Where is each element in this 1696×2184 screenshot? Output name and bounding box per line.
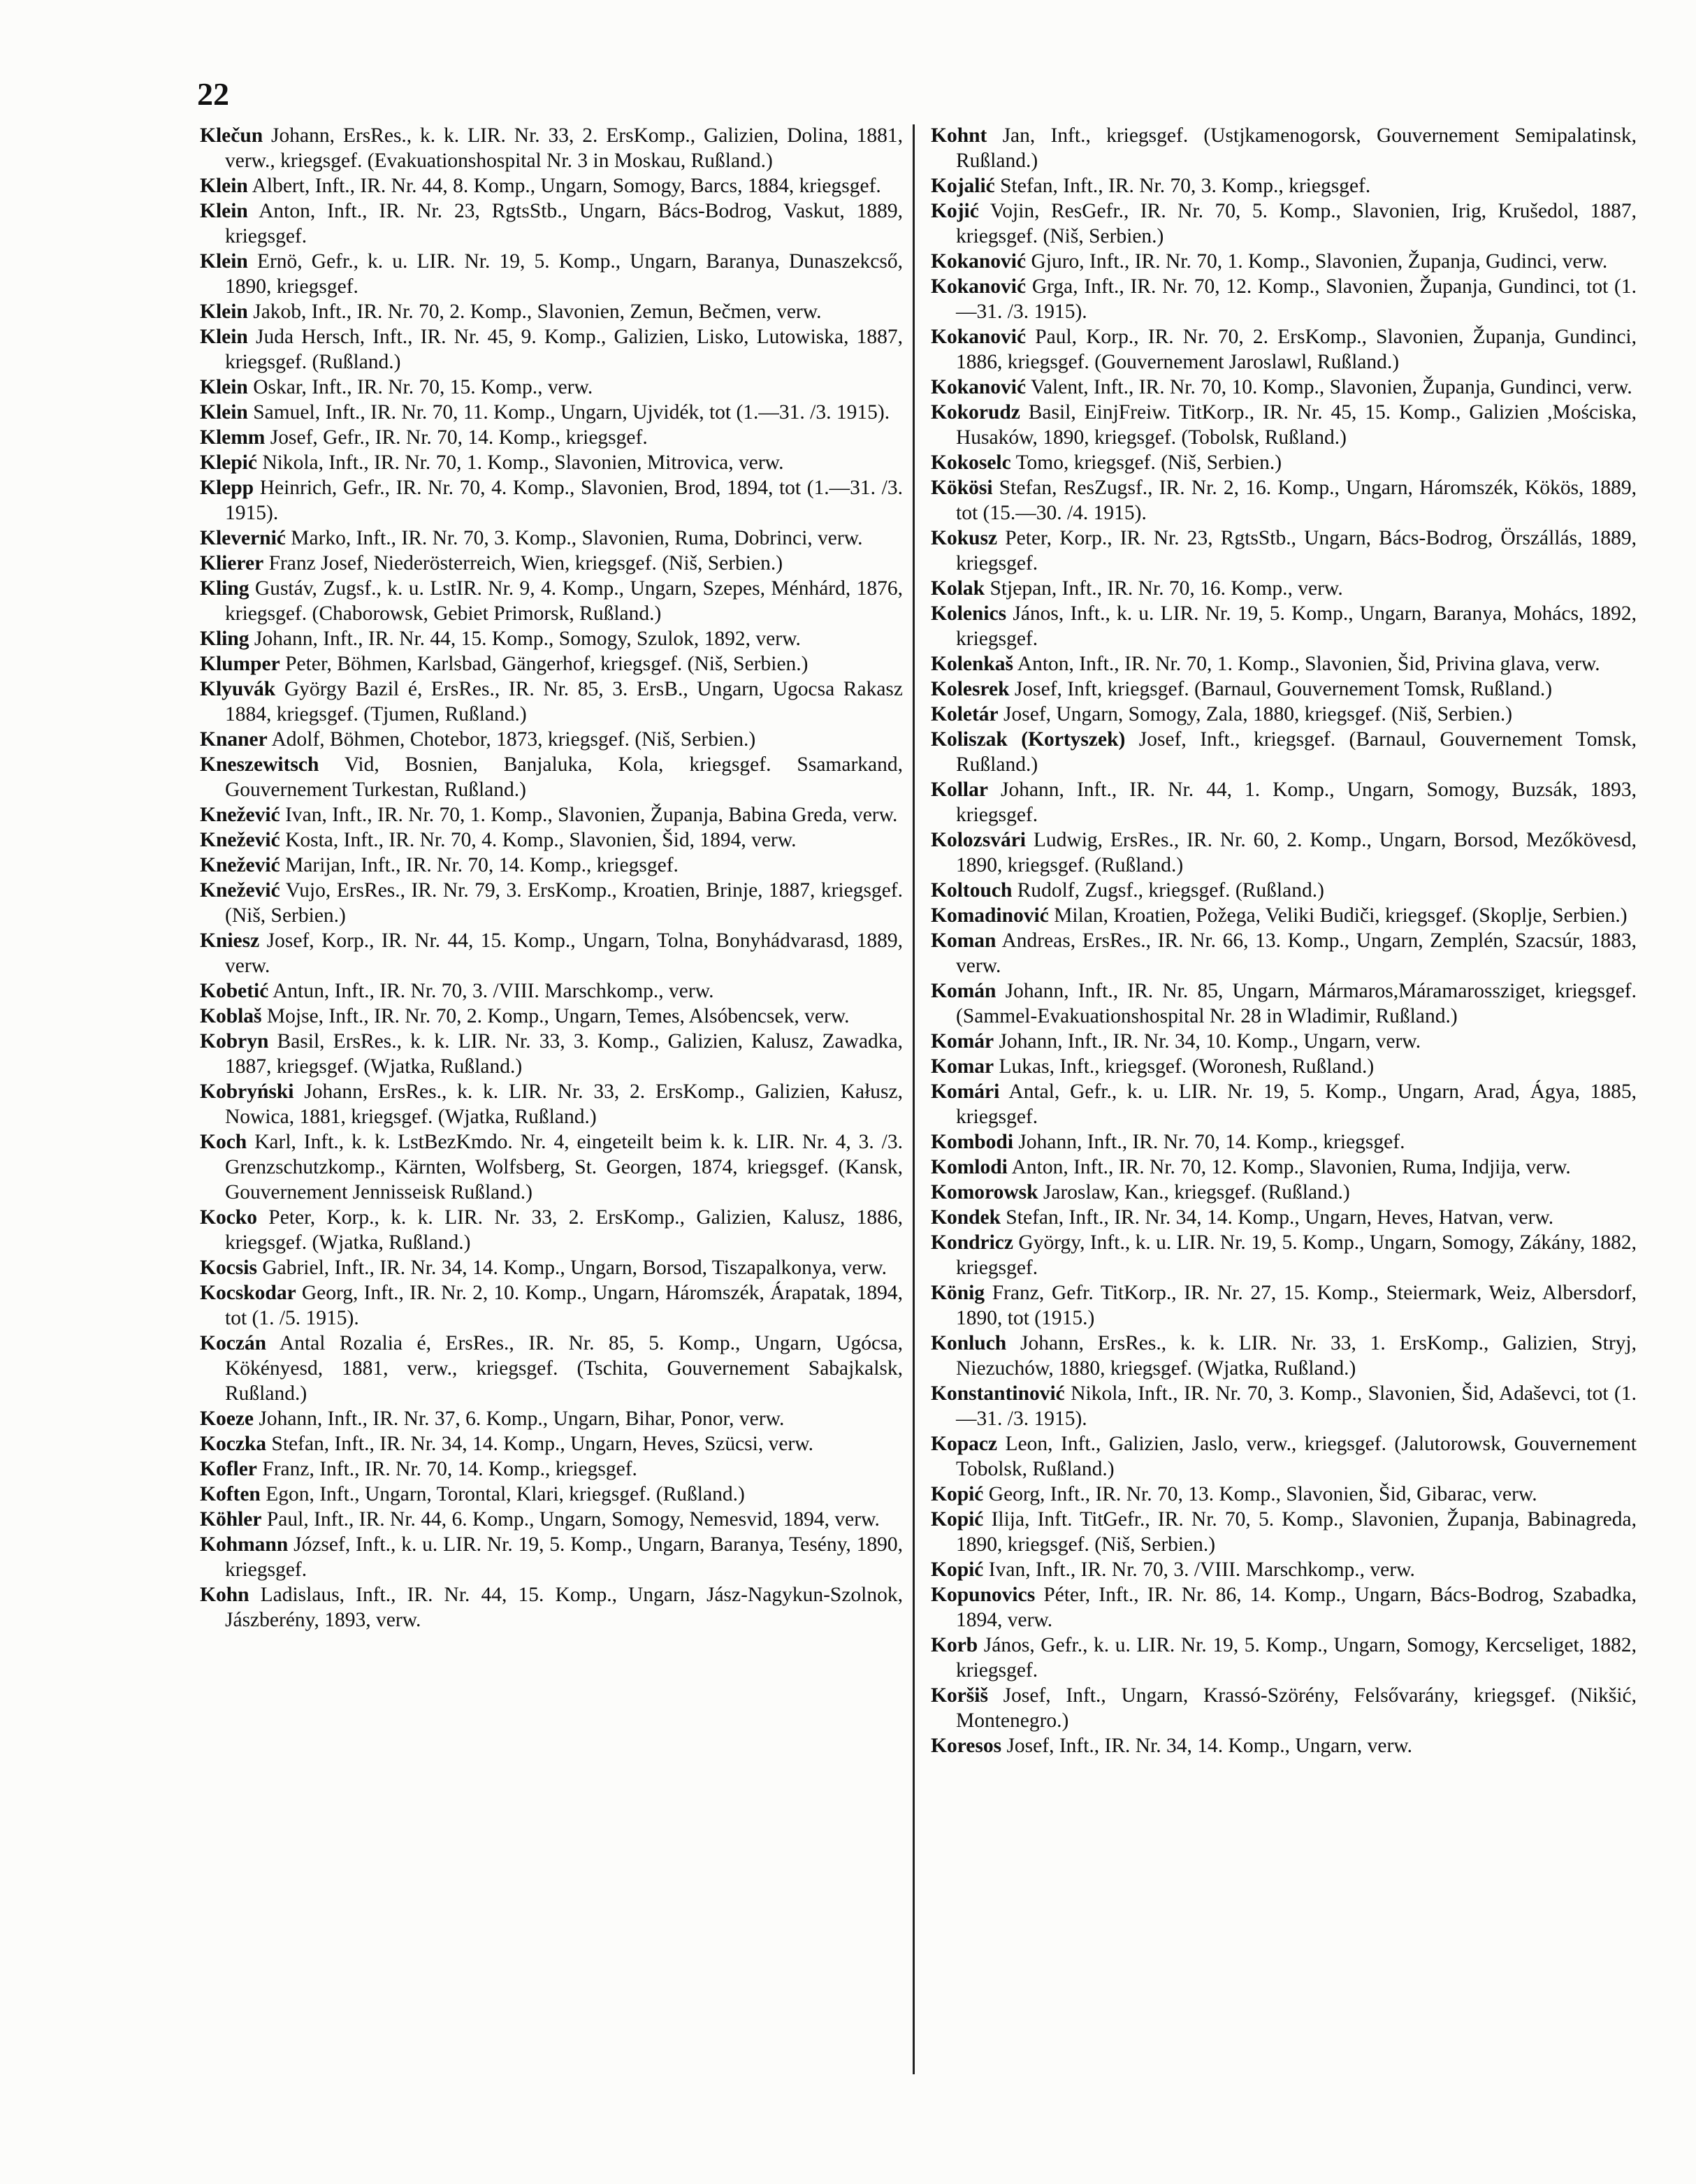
entry-surname: Kohmann [200,1533,289,1556]
register-entry [931,928,1637,978]
entry-surname: Klyuvák [200,678,276,700]
entry-surname: Kocko [200,1206,257,1229]
entry-details: Andreas, ErsRes., IR. Nr. 66, 13. Komp., Ungarn, Zemplén, Szacsúr, 1883, verw. [956,930,1637,977]
entry-details: Josef, Inft, kriegsgef. (Barnaul, Gouvernement Tomsk, Rußland.) [1014,678,1553,700]
register-entry [200,1532,903,1582]
entry-surname: Kökösi [931,477,993,499]
entry-surname: Klein [200,301,248,323]
register-entry [931,1205,1637,1230]
entry-details: Antal, Gefr., k. u. LIR. Nr. 19, 5. Komp., Ungarn, Arad, Ágya, 1885, kriegsgef. [956,1080,1637,1128]
entry-details: Johann, ErsRes., k. k. LIR. Nr. 33, 2. ErsKomp., Galizien, Kałusz, Nowica, 1881, kriegsgef. (Wjatka, Rußland.) [225,1080,903,1128]
entry-details: Ilija, Inft. TitGefr., IR. Nr. 70, 5. Komp., Slavonien, Županja, Babinagreda, 1890, kriegsgef. (Niš, Serbien.) [956,1508,1637,1556]
entry-surname: Kondek [931,1206,1001,1229]
entry-surname: Kokorudz [931,401,1020,424]
entry-surname: Kondricz [931,1231,1013,1254]
register-entry [931,1733,1637,1758]
entry-surname: Klein [200,326,248,348]
page-number: 22 [197,76,229,112]
register-entry [931,978,1637,1029]
register-entry [931,1557,1637,1582]
register-entry [200,878,903,928]
entry-details: Grga, Inft., IR. Nr. 70, 12. Komp., Slavonien, Županja, Gundinci, tot (1.—31. /3. 1915). [956,275,1637,323]
entry-surname: Kollar [931,779,988,801]
entry-details: Leon, Inft., Galizien, Jaslo, verw., kriegsgef. (Jalutorowsk, Gouvernement Tobolsk, Rußland.) [956,1433,1637,1480]
entry-details: György Bazil é, ErsRes., IR. Nr. 85, 3. ErsB., Ungarn, Ugocsa Rakasz 1884, kriegsgef. (Tjumen, Rußland.) [225,678,903,725]
entry-surname: Korb [931,1634,978,1656]
entry-surname: Kopić [931,1559,984,1581]
entry-surname: Knežević [200,879,280,902]
entry-surname: Kneszewitsch [200,753,319,776]
entry-details: Anton, Inft., IR. Nr. 23, RgtsStb., Ungarn, Bács-Bodrog, Vaskut, 1889, kriegsgef. [225,200,903,247]
entry-details: Nikola, Inft., IR. Nr. 70, 3. Komp., Slavonien, Šid, Adaševci, tot (1.—31. /3. 1915). [956,1382,1637,1430]
entry-surname: Klepić [200,451,257,474]
entry-details: Josef, Korp., IR. Nr. 44, 15. Komp., Ungarn, Tolna, Bonyhádvarasd, 1889, verw. [225,930,903,977]
register-entry [200,1582,903,1633]
register-entry [931,702,1637,727]
entry-details: Rudolf, Zugsf., kriegsgef. (Rußland.) [1017,879,1324,902]
entry-surname: Klein [200,175,248,197]
entry-surname: Kokanović [931,326,1027,348]
register-entry [200,324,903,375]
entry-surname: Komorowsk [931,1181,1038,1203]
column-divider [913,124,915,2074]
entry-surname: Komar [931,1055,994,1078]
entry-surname: Koften [200,1483,261,1505]
register-entry [931,475,1637,526]
entry-surname: Klepp [200,477,254,499]
entry-details: Stefan, ResZugsf., IR. Nr. 2, 16. Komp., Ungarn, Háromszék, Kökös, 1889, tot (15.—30. /4. 1915). [956,477,1637,524]
entry-surname: Klemm [200,426,266,449]
entry-surname: Koczán [200,1332,267,1354]
entry-details: Johann, Inft., IR. Nr. 44, 15. Komp., Somogy, Szulok, 1892, verw. [254,628,801,650]
register-entry [931,1155,1637,1180]
entry-surname: Klečun [200,124,263,147]
register-entry [931,827,1637,878]
entry-details: Oskar, Inft., IR. Nr. 70, 15. Komp., verw. [253,376,593,398]
entry-details: Anton, Inft., IR. Nr. 70, 12. Komp., Slavonien, Ruma, Indjija, verw. [1011,1156,1571,1178]
entry-surname: Kobetić [200,980,269,1002]
entry-details: Paul, Korp., IR. Nr. 70, 2. ErsKomp., Slavonien, Županja, Gundinci, 1886, kriegsgef. (Gouvernement Jaroslawl, Rußland.) [956,326,1637,373]
entry-surname: Koresos [931,1735,1002,1757]
register-entry [200,1129,903,1205]
entry-surname: Komlodi [931,1156,1008,1178]
entry-surname: Kokanović [931,376,1027,398]
entry-details: Samuel, Inft., IR. Nr. 70, 11. Komp., Ungarn, Ujvidék, tot (1.—31. /3. 1915). [253,401,890,424]
register-entry [200,1029,903,1079]
entry-details: Johann, Inft., IR. Nr. 85, Ungarn, Mármaros,Máramarossziget, kriegsgef. (Sammel-Evakuationshospital Nr. 28 in Wladimir, Rußland.) [956,980,1637,1027]
entry-details: Stefan, Inft., IR. Nr. 34, 14. Komp., Ungarn, Heves, Hatvan, verw. [1006,1206,1554,1229]
register-entry [200,249,903,299]
entry-surname: Kombodi [931,1131,1014,1153]
register-entry [931,601,1637,651]
entry-surname: Koblaš [200,1005,262,1027]
entry-details: Josef, Gefr., IR. Nr. 70, 14. Komp., kriegsgef. [270,426,648,449]
register-entry [931,677,1637,702]
entry-details: Franz Josef, Niederösterreich, Wien, kriegsgef. (Niš, Serbien.) [268,552,783,574]
entry-surname: Koczka [200,1433,267,1455]
entry-surname: Konluch [931,1332,1007,1354]
register-entry [200,827,903,853]
entry-details: Gjuro, Inft., IR. Nr. 70, 1. Komp., Slavonien, Županja, Gudinci, verw. [1031,250,1608,273]
entry-details: Antun, Inft., IR. Nr. 70, 3. /VIII. Marschkomp., verw. [273,980,714,1002]
register-entry [931,324,1637,375]
entry-surname: Kling [200,577,249,600]
register-entry [931,1482,1637,1507]
entry-details: Josef, Ungarn, Somogy, Zala, 1880, kriegsgef. (Niš, Serbien.) [1003,703,1513,725]
entry-surname: Knaner [200,728,268,751]
register-entry [200,551,903,576]
register-entry [200,1255,903,1280]
register-entry [931,123,1637,173]
register-entry [200,626,903,651]
entry-surname: Kobryn [200,1030,269,1053]
entry-details: Milan, Kroatien, Požega, Veliki Budiči, kriegsgef. (Skoplje, Serbien.) [1054,904,1628,927]
register-entry [200,1280,903,1331]
register-entry [200,475,903,526]
register-entry [200,752,903,802]
entry-surname: Klein [200,376,248,398]
register-entry [200,1456,903,1482]
register-entry [200,173,903,198]
entry-details: Nikola, Inft., IR. Nr. 70, 1. Komp., Slavonien, Mitrovica, verw. [262,451,784,474]
left-column [200,123,903,1633]
entry-surname: Knežević [200,829,280,851]
register-entry [200,802,903,827]
register-entry [200,198,903,249]
register-entry [200,1205,903,1255]
register-entry [931,1180,1637,1205]
register-entry [931,450,1637,475]
register-entry [200,1331,903,1406]
entry-surname: Kocskodar [200,1282,296,1304]
entry-surname: Koletár [931,703,999,725]
entry-surname: Kokusz [931,527,998,549]
register-entry [931,1633,1637,1683]
entry-surname: Kniesz [200,930,260,952]
entry-details: Juda Hersch, Inft., IR. Nr. 45, 9. Komp., Galizien, Lisko, Lutowiska, 1887, kriegsgef. (Rußland.) [225,326,904,373]
entry-surname: Koliszak (Kortyszek) [931,728,1126,751]
entry-surname: Kolesrek [931,678,1010,700]
entry-surname: Komári [931,1080,1000,1103]
entry-details: Peter, Korp., k. k. LIR. Nr. 33, 2. ErsKomp., Galizien, Kalusz, 1886, kriegsgef. (Wjatka, Rußland.) [225,1206,903,1254]
entry-details: Jan, Inft., kriegsgef. (Ustjkamenogorsk, Gouvernement Semipalatinsk, Rußland.) [956,124,1637,172]
entry-details: Lukas, Inft., kriegsgef. (Woronesh, Rußland.) [999,1055,1375,1078]
entry-details: Anton, Inft., IR. Nr. 70, 1. Komp., Slavonien, Šid, Privina glava, verw. [1017,653,1600,675]
entry-details: Vujo, ErsRes., IR. Nr. 79, 3. ErsKomp., Kroatien, Brinje, 1887, kriegsgef. (Niš, Serbien.) [225,879,903,927]
register-entry [931,903,1637,928]
register-entry [200,928,903,978]
entry-details: Paul, Inft., IR. Nr. 44, 6. Komp., Ungarn, Somogy, Nemesvid, 1894, verw. [266,1508,880,1531]
register-entry [200,400,903,425]
register-entry [200,1406,903,1431]
entry-details: Peter, Böhmen, Karlsbad, Gängerhof, kriegsgef. (Niš, Serbien.) [285,653,809,675]
entry-details: Ivan, Inft., IR. Nr. 70, 3. /VIII. Marschkomp., verw. [988,1559,1415,1581]
entry-details: József, Inft., k. u. LIR. Nr. 19, 5. Komp., Ungarn, Baranya, Tesény, 1890, kriegsgef. [225,1533,904,1581]
register-entry [200,1004,903,1029]
entry-details: Josef, Inft., IR. Nr. 34, 14. Komp., Ungarn, verw. [1006,1735,1413,1757]
entry-details: Georg, Inft., IR. Nr. 70, 13. Komp., Slavonien, Šid, Gibarac, verw. [988,1483,1537,1505]
entry-details: Vojin, ResGefr., IR. Nr. 70, 5. Komp., Slavonien, Irig, Krušedol, 1887, kriegsgef. (Niš, Serbien.) [956,200,1637,247]
entry-details: Adolf, Böhmen, Chotebor, 1873, kriegsgef. (Niš, Serbien.) [271,728,756,751]
register-entry [200,853,903,878]
entry-details: Kosta, Inft., IR. Nr. 70, 4. Komp., Slavonien, Šid, 1894, verw. [285,829,797,851]
register-entry [931,1381,1637,1431]
entry-details: Valent, Inft., IR. Nr. 70, 10. Komp., Slavonien, Županja, Gundinci, verw. [1030,376,1632,398]
entry-surname: Komár [931,1030,994,1053]
entry-surname: Kocsis [200,1257,257,1279]
entry-surname: Koršiš [931,1684,988,1707]
register-entry [931,1129,1637,1155]
entry-surname: Kobryński [200,1080,294,1103]
register-entry [200,375,903,400]
entry-details: Mojse, Inft., IR. Nr. 70, 2. Komp., Ungarn, Temes, Alsóbencsek, verw. [266,1005,850,1027]
entry-details: Johann, Inft., IR. Nr. 34, 10. Komp., Ungarn, verw. [999,1030,1421,1053]
entry-details: Gabriel, Inft., IR. Nr. 34, 14. Komp., Ungarn, Borsod, Tiszapalkonya, verw. [262,1257,887,1279]
entry-surname: Klumper [200,653,280,675]
register-entry [931,375,1637,400]
entry-details: Egon, Inft., Ungarn, Torontal, Klari, kriegsgef. (Rußland.) [266,1483,745,1505]
entry-surname: Kling [200,628,249,650]
entry-details: Georg, Inft., IR. Nr. 2, 10. Komp., Ungarn, Háromszék, Árapatak, 1894, tot (1. /5. 1915). [225,1282,904,1329]
entry-details: Jakob, Inft., IR. Nr. 70, 2. Komp., Slavonien, Zemun, Bečmen, verw. [253,301,822,323]
register-entry [931,173,1637,198]
entry-details: Ivan, Inft., IR. Nr. 70, 1. Komp., Slavonien, Županja, Babina Greda, verw. [285,804,898,826]
entry-surname: Klierer [200,552,264,574]
register-entry [200,526,903,551]
entry-surname: Knežević [200,804,280,826]
entry-details: Basil, ErsRes., k. k. LIR. Nr. 33, 3. Komp., Galizien, Kalusz, Zawadka, 1887, kriegsgef. (Wjatka, Rußland.) [225,1030,904,1078]
register-entry [200,1507,903,1532]
entry-details: Stjepan, Inft., IR. Nr. 70, 16. Komp., verw. [990,577,1343,600]
entry-surname: Kohnt [931,124,987,147]
register-entry [200,651,903,677]
entry-surname: Kolak [931,577,985,600]
entry-surname: Kojić [931,200,979,222]
register-entry [931,198,1637,249]
entry-details: János, Gefr., k. u. LIR. Nr. 19, 5. Komp., Ungarn, Somogy, Kercseliget, 1882, kriegsgef. [956,1634,1637,1682]
entry-details: Antal Rozalia é, ErsRes., IR. Nr. 85, 5. Komp., Ungarn, Ugócsa, Kökényesd, 1881, verw., kriegsgef. (Tschita, Gouvernement Sabajkalsk, Rußland.) [225,1332,904,1405]
register-entry [931,777,1637,827]
entry-surname: Kohn [200,1584,249,1606]
entry-surname: Koltouch [931,879,1013,902]
entry-surname: Komán [931,980,996,1002]
entry-surname: Kolenics [931,602,1007,625]
entry-surname: Konstantinović [931,1382,1065,1405]
entry-details: Josef, Inft., Ungarn, Krassó-Szörény, Felsővarány, kriegsgef. (Nikšić, Montenegro.) [956,1684,1637,1732]
entry-details: Johann, ErsRes., k. k. LIR. Nr. 33, 1. ErsKomp., Galizien, Stryj, Niezuchów, 1880, kriegsgef. (Wjatka, Rußland.) [956,1332,1637,1380]
register-entry [931,576,1637,601]
register-entry [931,727,1637,777]
entry-details: Jaroslaw, Kan., kriegsgef. (Rußland.) [1043,1181,1350,1203]
entry-details: Heinrich, Gefr., IR. Nr. 70, 4. Komp., Slavonien, Brod, 1894, tot (1.—31. /3. 1915). [225,477,903,524]
entry-surname: Kopić [931,1483,984,1505]
entry-surname: Kokanović [931,250,1027,273]
entry-surname: Komadinović [931,904,1049,927]
register-entry [931,249,1637,274]
entry-details: János, Inft., k. u. LIR. Nr. 19, 5. Komp., Ungarn, Baranya, Mohács, 1892, kriegsgef. [956,602,1637,650]
entry-surname: Kokoselc [931,451,1011,474]
entry-details: Gustáv, Zugsf., k. u. LstIR. Nr. 9, 4. Komp., Ungarn, Szepes, Ménhárd, 1876, kriegsgef. (Chaborowsk, Gebiet Primorsk, Rußland.) [225,577,903,625]
entry-details: György, Inft., k. u. LIR. Nr. 19, 5. Komp., Ungarn, Somogy, Zákány, 1882, kriegsgef. [956,1231,1637,1279]
entry-details: Franz, Gefr. TitKorp., IR. Nr. 27, 15. Komp., Steiermark, Weiz, Albersdorf, 1890, tot (1915.) [956,1282,1637,1329]
entry-surname: Kopacz [931,1433,998,1455]
entry-details: Marko, Inft., IR. Nr. 70, 3. Komp., Slavonien, Ruma, Dobrinci, verw. [291,527,863,549]
entry-surname: Klein [200,250,248,273]
entry-details: Ernö, Gefr., k. u. LIR. Nr. 19, 5. Komp., Ungarn, Baranya, Dunaszekcső, 1890, kriegsgef. [225,250,904,298]
entry-details: Stefan, Inft., IR. Nr. 70, 3. Komp., kriegsgef. [1000,175,1371,197]
register-entry [200,978,903,1004]
register-entry [931,1507,1637,1557]
entry-surname: Kokanović [931,275,1027,298]
entry-details: Péter, Inft., IR. Nr. 86, 14. Komp., Ungarn, Bács-Bodrog, Szabadka, 1894, verw. [956,1584,1637,1631]
entry-surname: Kolenkaš [931,653,1014,675]
register-entry [200,677,903,727]
entry-details: Basil, EinjFreiw. TitKorp., IR. Nr. 45, 15. Komp., Galizien ,Mościska, Husaków, 1890, kriegsgef. (Tobolsk, Rußland.) [956,401,1637,449]
entry-details: Johann, Inft., IR. Nr. 44, 1. Komp., Ungarn, Somogy, Buzsák, 1893, kriegsgef. [956,779,1637,826]
entry-details: Johann, ErsRes., k. k. LIR. Nr. 33, 2. ErsKomp., Galizien, Dolina, 1881, verw., kriegsgef. (Evakuationshospital Nr. 3 in Moskau, Rußland.) [225,124,904,172]
entry-details: Albert, Inft., IR. Nr. 44, 8. Komp., Ungarn, Somogy, Barcs, 1884, kriegsgef. [252,175,881,197]
register-entry [931,1331,1637,1381]
register-entry [200,1482,903,1507]
register-entry [931,1230,1637,1280]
register-entry [931,878,1637,903]
register-entry [931,1054,1637,1079]
entry-details: Johann, Inft., IR. Nr. 70, 14. Komp., kriegsgef. [1018,1131,1405,1153]
entry-surname: Kofler [200,1458,257,1480]
entry-surname: Koman [931,930,996,952]
entry-details: Ladislaus, Inft., IR. Nr. 44, 15. Komp., Ungarn, Jász-Nagykun-Szolnok, Jászberény, 1893, verw. [225,1584,903,1631]
entry-surname: Kopić [931,1508,984,1531]
entry-surname: Kolozsvári [931,829,1027,851]
entry-surname: Kojalić [931,175,995,197]
register-entry [200,123,903,173]
entry-details: Johann, Inft., IR. Nr. 37, 6. Komp., Ungarn, Bihar, Ponor, verw. [259,1408,785,1430]
entry-details: Vid, Bosnien, Banjaluka, Kola, kriegsgef. Ssamarkand, Gouvernement Turkestan, Rußland.) [225,753,903,801]
entry-surname: König [931,1282,985,1304]
entry-details: Marijan, Inft., IR. Nr. 70, 14. Komp., kriegsgef. [285,854,679,876]
register-entry [931,1280,1637,1331]
entry-details: Josef, Inft., kriegsgef. (Barnaul, Gouvernement Tomsk, Rußland.) [956,728,1637,776]
entry-details: Stefan, Inft., IR. Nr. 34, 14. Komp., Ungarn, Heves, Szücsi, verw. [271,1433,814,1455]
register-entry [200,425,903,450]
register-entry [931,1431,1637,1482]
register-entry [200,727,903,752]
register-entry [200,1431,903,1456]
entry-details: Ludwig, ErsRes., IR. Nr. 60, 2. Komp., Ungarn, Borsod, Mezőkövesd, 1890, kriegsgef. (Rußland.) [956,829,1637,876]
register-entry [931,651,1637,677]
register-entry [931,1683,1637,1733]
register-entry [931,274,1637,324]
entry-surname: Klevernić [200,527,286,549]
register-entry [931,1079,1637,1129]
register-entry [200,299,903,324]
register-entry [200,450,903,475]
entry-surname: Knežević [200,854,280,876]
entry-details: Tomo, kriegsgef. (Niš, Serbien.) [1015,451,1282,474]
entry-surname: Klein [200,200,248,222]
entry-details: Peter, Korp., IR. Nr. 23, RgtsStb., Ungarn, Bács-Bodrog, Örszállás, 1889, kriegsgef. [956,527,1637,574]
register-entry [931,400,1637,450]
register-entry [200,576,903,626]
right-column [931,123,1637,1758]
register-entry [931,1582,1637,1633]
entry-surname: Koeze [200,1408,254,1430]
entry-surname: Klein [200,401,248,424]
entry-surname: Koch [200,1131,247,1153]
register-entry [200,1079,903,1129]
register-entry [931,1029,1637,1054]
register-entry [931,526,1637,576]
entry-details: Franz, Inft., IR. Nr. 70, 14. Komp., kriegsgef. [262,1458,637,1480]
entry-details: Karl, Inft., k. k. LstBezKmdo. Nr. 4, eingeteilt beim k. k. LIR. Nr. 4, 3. /3. Grenzschutzkomp., Kärnten, Wolfsberg, St. Georgen, 1874, kriegsgef. (Kansk, Gouvernement Jennisseisk Rußland.) [225,1131,903,1203]
entry-surname: Kopunovics [931,1584,1036,1606]
entry-surname: Köhler [200,1508,262,1531]
